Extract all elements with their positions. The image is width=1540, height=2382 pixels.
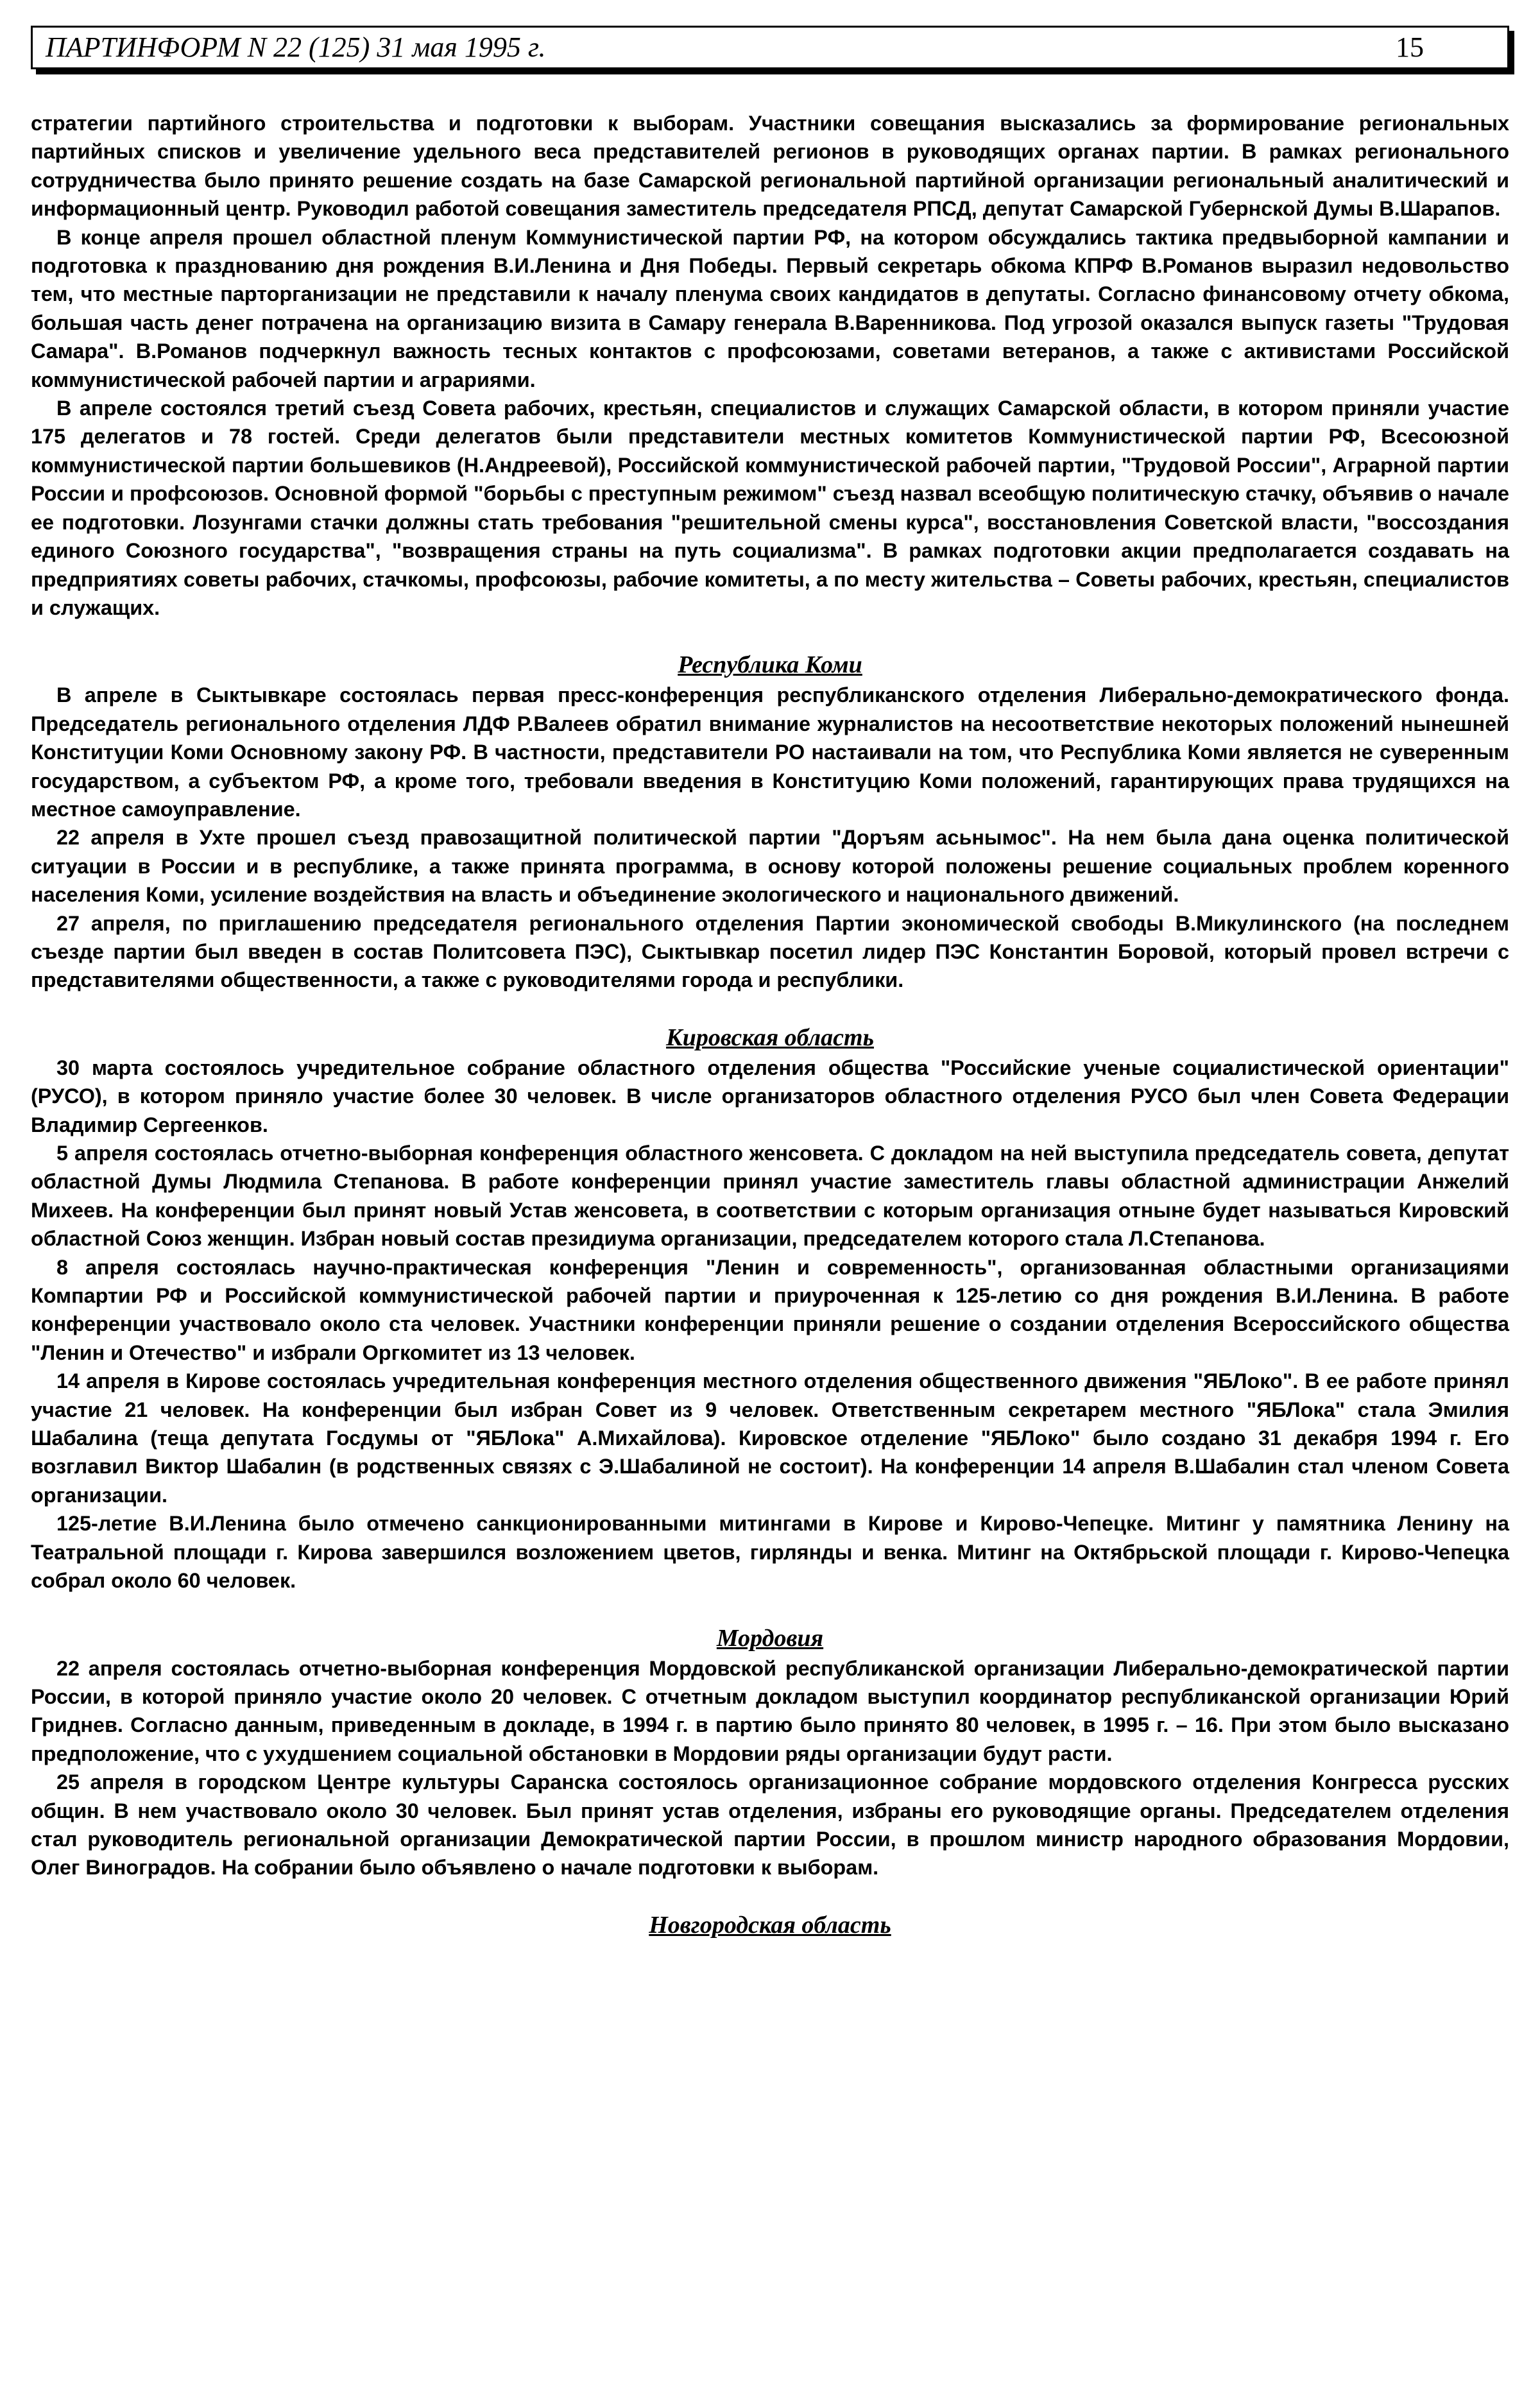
section-heading-komi: Республика Коми (678, 651, 862, 679)
paragraph: В апреле в Сыктывкаре состоялась первая пресс-конференция республиканского отделения Либерально-демократического фонда. Председатель регионального отделения ЛДФ Р.Валеев обратил внимание журналистов на несоответствие некоторых положений нынешней Конституции Коми Основному закону РФ. В частности, представители РО настаивали на том, что Республика Коми является не суверенным государством, а субъектом РФ, а кроме того, требовали введения в Конституцию Коми положений, гарантирующих права трудящихся на местное самоуправление. (31, 683, 1509, 821)
paragraph: 14 апреля в Кирове состоялась учредительная конференция местного отделения общественного движения "ЯБЛоко". В ее работе принял участие 21 человек. На конференции был избран Совет из 9 человек. Ответственным секретарем местного "ЯБЛока" стала Эмилия Шабалина (теща депутата Госдумы от "ЯБЛока" А.Михайлова). Кировское отделение "ЯБЛоко" было создано 31 декабря 1994 г. Его возглавил Виктор Шабалин (в родственных связях с Э.Шабалиной не состоит). На конференции 14 апреля В.Шабалин стал членом Совета организации. (31, 1369, 1509, 1507)
section-heading-mordovia: Мордовия (716, 1624, 824, 1652)
paragraph: 30 марта состоялось учредительное собрание областного отделения общества "Российские ученые социалистической ориентации" (РУСО), в котором приняло участие более 30 человек. В числе организаторов областного отделения РУСО был член Совета Федерации Владимир Сергеенков. (31, 1056, 1509, 1136)
paragraph: 22 апреля в Ухте прошел съезд правозащитной политической партии "Доръям асьнымос". На нем была дана оценка политической ситуации в России и в республике, а также принята программа, в основу которой положены решение социальных проблем коренного населения Коми, усиление воздействия на власть и объединение экологического и национального движений. (31, 826, 1509, 907)
section-novgorod (31, 1910, 1509, 1940)
section-komi (31, 650, 1509, 994)
section-heading-kirov: Кировская область (666, 1024, 874, 1051)
section-samara (31, 109, 1509, 622)
paragraph: В конце апреля прошел областной пленум Коммунистической партии РФ, на котором обсуждались тактика предвыборной кампании и подготовка к празднованию дня рождения В.И.Ленина и Дня Победы. Первый секретарь обкома КПРФ В.Романов выразил недовольство тем, что местные парторганизации не представили к началу пленума своих кандидатов в депутаты. Согласно финансовому отчету обкома, большая часть денег потрачена на организацию визита в Самару генерала В.Варенникова. Под угрозой оказался выпуск газеты "Трудовая Самара". В.Романов подчеркнул важность тесных контактов с профсоюзами, советами ветеранов, а также с активистами Российской коммунистической рабочей партии и аграриями. (31, 225, 1509, 391)
section-heading-novgorod: Новгородская область (649, 1911, 891, 1939)
article-body (31, 109, 1509, 1940)
paragraph: стратегии партийного строительства и подготовки к выборам. Участники совещания высказались за формирование региональных партийных списков и увеличение удельного веса представителей регионов в руководящих органах партии. В рамках регионального сотрудничества было принято решение создать на базе Самарской региональной партийной организации региональный аналитический и информационный центр. Руководил работой совещания заместитель председателя РПСД, депутат Самарской Губернской Думы В.Шарапов. (31, 112, 1509, 221)
page-number: 15 (1396, 31, 1424, 63)
section-mordovia (31, 1624, 1509, 1882)
newsletter-page (31, 26, 1509, 1941)
paragraph: 25 апреля в городском Центре культуры Саранска состоялось организационное собрание мордовского отделения Конгресса русских общин. В нем участвовало около 30 человек. Был принят устав отделения, избраны его руководящие органы. Председателем отделения стал руководитель региональной организации Демократической партии России, в прошлом министр народного образования Мордовии, Олег Виноградов. На собрании было объявлено о начале подготовки к выборам. (31, 1770, 1509, 1880)
section-kirov (31, 1023, 1509, 1595)
paragraph: В апреле состоялся третий съезд Совета рабочих, крестьян, специалистов и служащих Самарской области, в котором приняли участие 175 делегатов и 78 гостей. Среди делегатов были представители местных комитетов Коммунистической партии РФ, Всесоюзной коммунистической партии большевиков (Н.Андреевой), Российской коммунистической рабочей партии, "Трудовой России", Аграрной партии России и профсоюзов. Основной формой "борьбы с преступным режимом" съезд назвал всеобщую политическую стачку, объявив о начале ее подготовки. Лозунгами стачки должны стать требования "решительной смены курса", восстановления Советской власти, "воссоздания единого Союзного государства", "возвращения страны на путь социализма". В рамках подготовки акции предполагается создавать на предприятиях советы рабочих, стачкомы, профсоюзы, рабочие комитеты, а по месту жительства – Советы рабочих, крестьян, специалистов и служащих. (31, 397, 1509, 619)
page-header (31, 26, 1509, 69)
issue-title: ПАРТИНФОРМ N 22 (125) 31 мая 1995 г. (46, 31, 546, 63)
paragraph: 22 апреля состоялась отчетно-выборная конференция Мордовской республиканской организации Либерально-демократической партии России, в которой приняло участие около 20 человек. С отчетным докладом выступил координатор республиканской организации Юрий Гриднев. Согласно данным, приведенным в докладе, в 1994 г. в партию было принято 80 человек, в 1995 г. – 16. При этом было высказано предположение, что с ухудшением социальной обстановки в Мордовии ряды организации будут расти. (31, 1656, 1509, 1765)
paragraph: 8 апреля состоялась научно-практическая конференция "Ленин и современность", организованная областными организациями Компартии РФ и Российской коммунистической рабочей партии и приуроченная к 125-летию со дня рождения В.И.Ленина. В работе конференции участвовало около ста человек. Участники конференции приняли решение о создании отделения Всероссийского общества "Ленин и Отечество" и избрали Оргкомитет из 13 человек. (31, 1255, 1509, 1364)
paragraph: 125-летие В.И.Ленина было отмечено санкционированными митингами в Кирове и Кирово-Чепецке. Митинг у памятника Ленину на Театральной площади г. Кирова завершился возложением цветов, гирлянды и венка. Митинг на Октябрьской площади г. Кирово-Чепецка собрал около 60 человек. (31, 1512, 1509, 1593)
paragraph: 27 апреля, по приглашению председателя регионального отделения Партии экономической свободы В.Микулинского (на последнем съезде партии был введен в состав Политсовета ПЭС), Сыктывкар посетил лидер ПЭС Константин Боровой, который провел встречи с представителями общественности, а также с руководителями города и республики. (31, 911, 1509, 992)
paragraph: 5 апреля состоялась отчетно-выборная конференция областного женсовета. С докладом на ней выступила председатель совета, депутат областной Думы Людмила Степанова. В работе конференции принял участие заместитель главы областной администрации Анжелий Михеев. На конференции был принят новый Устав женсовета, в соответствии с которым организация отныне будет называться Кировский областной Союз женщин. Избран новый состав президиума организации, председателем которого стала Л.Степанова. (31, 1142, 1509, 1251)
